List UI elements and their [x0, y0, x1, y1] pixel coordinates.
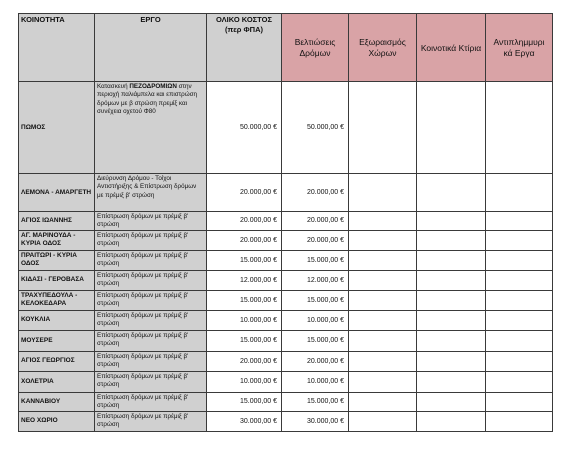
project-text-pre: Επίστρωση δρόμων με πρέμιξ β' στρώση: [97, 352, 189, 368]
space-beautification-cell: [349, 230, 417, 250]
flood-works-cell: [486, 230, 553, 250]
project-text-bold: ΠΕΖΟΔΡΟΜΙΩΝ: [129, 83, 177, 90]
space-beautification-cell: [349, 330, 417, 351]
table-row: [19, 371, 553, 392]
community-cell: ΜΟΥΣΕΡΕ: [19, 330, 95, 351]
community-buildings-cell: [417, 330, 486, 351]
project-text-pre: Επίστρωση δρόμων με πρέμιξ β' στρώση: [97, 311, 189, 327]
space-beautification-cell: [349, 174, 417, 212]
total-cost-cell: 12.000,00 €: [207, 270, 282, 290]
project-text-pre: Επίστρωση δρόμων με πρέμιξ β' στρώση: [97, 393, 189, 409]
project-cell: [95, 351, 207, 371]
community-cell: ΛΕΜΟΝΑ - ΑΜΑΡΓΕΤΗ: [19, 174, 95, 212]
project-cell: [95, 392, 207, 411]
community-cell: ΠΡΑΙΤΩΡΙ - ΚΥΡΙΑ ΟΔΟΣ: [19, 250, 95, 270]
flood-works-cell: [486, 174, 553, 212]
total-cost-cell: 20.000,00 €: [207, 174, 282, 212]
table-row: [19, 351, 553, 371]
total-cost-cell: 20.000,00 €: [207, 351, 282, 371]
community-cell: ΑΓΙΟΣ ΓΕΩΡΓΙΟΣ: [19, 351, 95, 371]
project-cell: [95, 371, 207, 392]
flood-works-cell: [486, 411, 553, 431]
header-space-beautification: Εξωραισμός Χώρων: [349, 14, 417, 82]
community-buildings-cell: [417, 392, 486, 411]
total-cost-cell: 20.000,00 €: [207, 230, 282, 250]
community-buildings-cell: [417, 174, 486, 212]
project-text-pre: Επίστρωση δρόμων με πρέμιξ β' στρώση: [97, 291, 189, 307]
flood-works-cell: [486, 371, 553, 392]
spreadsheet: [18, 13, 553, 432]
community-buildings-cell: [417, 351, 486, 371]
community-buildings-cell: [417, 371, 486, 392]
project-cell: [95, 330, 207, 351]
total-cost-cell: 15.000,00 €: [207, 250, 282, 270]
project-text-pre: Επίστρωση δρόμων με πρέμιξ β' στρώση: [97, 251, 189, 267]
table-row: [19, 310, 553, 330]
table-row: [19, 212, 553, 231]
flood-works-cell: [486, 212, 553, 231]
project-text-pre: Επίστρωση δρόμων με πρέμιξ β' στρώση: [97, 231, 189, 247]
project-text-pre: Επίστρωση δρόμων με πρέμιξ β' στρώση: [97, 372, 189, 388]
header-flood-works: Αντιπλημμυρι κά Εργα: [486, 14, 553, 82]
road-improvements-cell: 20.000,00 €: [282, 174, 349, 212]
total-cost-cell: 30.000,00 €: [207, 411, 282, 431]
community-cell: ΤΡΑΧΥΠΕΔΟΥΛΑ - ΚΕΛΟΚΕΔΑΡΑ: [19, 290, 95, 310]
total-cost-cell: 50.000,00 €: [207, 82, 282, 174]
project-text-pre: Κατασκευή: [97, 83, 130, 90]
community-cell: ΚΙΔΑΣΙ - ΓΕΡΟΒΑΣΑ: [19, 270, 95, 290]
road-improvements-cell: 15.000,00 €: [282, 392, 349, 411]
flood-works-cell: [486, 310, 553, 330]
road-improvements-cell: 15.000,00 €: [282, 290, 349, 310]
space-beautification-cell: [349, 392, 417, 411]
community-cell: ΝΕΟ ΧΩΡΙΟ: [19, 411, 95, 431]
community-cell: ΑΓ. ΜΑΡΙΝΟΥΔΑ - ΚΥΡΙΑ ΟΔΟΣ: [19, 230, 95, 250]
project-text-pre: Επίστρωση δρόμων με πρέμιξ β' στρώση: [97, 331, 189, 347]
table-row: [19, 230, 553, 250]
project-text-pre: Επίστρωση δρόμων με πρέμιξ β' στρώση: [97, 271, 189, 287]
header-total-cost: ΟΛΙΚΟ ΚΟΣΤΟΣ (περ ΦΠΑ): [207, 14, 282, 82]
project-cell: [95, 230, 207, 250]
community-buildings-cell: [417, 212, 486, 231]
community-buildings-cell: [417, 310, 486, 330]
flood-works-cell: [486, 82, 553, 174]
road-improvements-cell: 10.000,00 €: [282, 310, 349, 330]
table-row: [19, 392, 553, 411]
project-cell: [95, 411, 207, 431]
space-beautification-cell: [349, 212, 417, 231]
header-community-buildings: Κοινοτικά Κτίρια: [417, 14, 486, 82]
header-row: [19, 14, 553, 82]
space-beautification-cell: [349, 250, 417, 270]
community-buildings-cell: [417, 82, 486, 174]
project-text-pre: Επίστρωση δρόμων με πρέμιξ β' στρώση: [97, 412, 189, 428]
space-beautification-cell: [349, 270, 417, 290]
project-cell: [95, 250, 207, 270]
table-row: [19, 250, 553, 270]
road-improvements-cell: 20.000,00 €: [282, 230, 349, 250]
space-beautification-cell: [349, 411, 417, 431]
total-cost-cell: 10.000,00 €: [207, 371, 282, 392]
community-cell: ΚΑΝΝΑΒΙΟΥ: [19, 392, 95, 411]
road-improvements-cell: 20.000,00 €: [282, 351, 349, 371]
community-cell: ΧΟΛΕΤΡΙΑ: [19, 371, 95, 392]
project-text-pre: Επίστρωση δρόμων με πρέμιξ β' στρώση: [97, 213, 189, 229]
projects-table: [18, 13, 553, 432]
road-improvements-cell: 50.000,00 €: [282, 82, 349, 174]
road-improvements-cell: 20.000,00 €: [282, 212, 349, 231]
road-improvements-cell: 12.000,00 €: [282, 270, 349, 290]
road-improvements-cell: 10.000,00 €: [282, 371, 349, 392]
total-cost-cell: 20.000,00 €: [207, 212, 282, 231]
flood-works-cell: [486, 270, 553, 290]
table-row: [19, 330, 553, 351]
space-beautification-cell: [349, 82, 417, 174]
table-row: [19, 174, 553, 212]
total-cost-cell: 10.000,00 €: [207, 310, 282, 330]
project-cell: [95, 174, 207, 212]
community-cell: ΚΟΥΚΛΙΑ: [19, 310, 95, 330]
space-beautification-cell: [349, 310, 417, 330]
table-row: [19, 411, 553, 431]
header-project: ΕΡΓΟ: [95, 14, 207, 82]
project-cell: [95, 290, 207, 310]
road-improvements-cell: 30.000,00 €: [282, 411, 349, 431]
project-cell: [95, 82, 207, 174]
project-cell: [95, 212, 207, 231]
flood-works-cell: [486, 392, 553, 411]
community-buildings-cell: [417, 411, 486, 431]
space-beautification-cell: [349, 371, 417, 392]
total-cost-cell: 15.000,00 €: [207, 290, 282, 310]
community-cell: ΑΓΙΟΣ ΙΩΑΝΝΗΣ: [19, 212, 95, 231]
table-row: [19, 270, 553, 290]
project-cell: [95, 310, 207, 330]
header-road-improvements: Βελτιώσεις Δρόμων: [282, 14, 349, 82]
table-row: [19, 290, 553, 310]
road-improvements-cell: 15.000,00 €: [282, 330, 349, 351]
community-cell: ΠΩΜΟΣ: [19, 82, 95, 174]
community-buildings-cell: [417, 270, 486, 290]
community-buildings-cell: [417, 250, 486, 270]
flood-works-cell: [486, 250, 553, 270]
header-community: ΚΟΙΝΟΤΗΤΑ: [19, 14, 95, 82]
project-text-pre: Διεύρυνση Δρόμου - Τοίχοι Αντιστήριξης & Επίστρωση δρόμων με πρέμιξ β' στρώση: [97, 175, 197, 199]
space-beautification-cell: [349, 351, 417, 371]
community-buildings-cell: [417, 290, 486, 310]
total-cost-cell: 15.000,00 €: [207, 330, 282, 351]
project-text-post: στην περιοχή παλιάμπελα και επιστρώση δρόμων με β στρώση πρεμίξ και συνέχεια οχετού Φ80: [97, 83, 197, 115]
total-cost-cell: 15.000,00 €: [207, 392, 282, 411]
space-beautification-cell: [349, 290, 417, 310]
road-improvements-cell: 15.000,00 €: [282, 250, 349, 270]
community-buildings-cell: [417, 230, 486, 250]
flood-works-cell: [486, 330, 553, 351]
flood-works-cell: [486, 290, 553, 310]
project-cell: [95, 270, 207, 290]
table-row: [19, 82, 553, 174]
flood-works-cell: [486, 351, 553, 371]
